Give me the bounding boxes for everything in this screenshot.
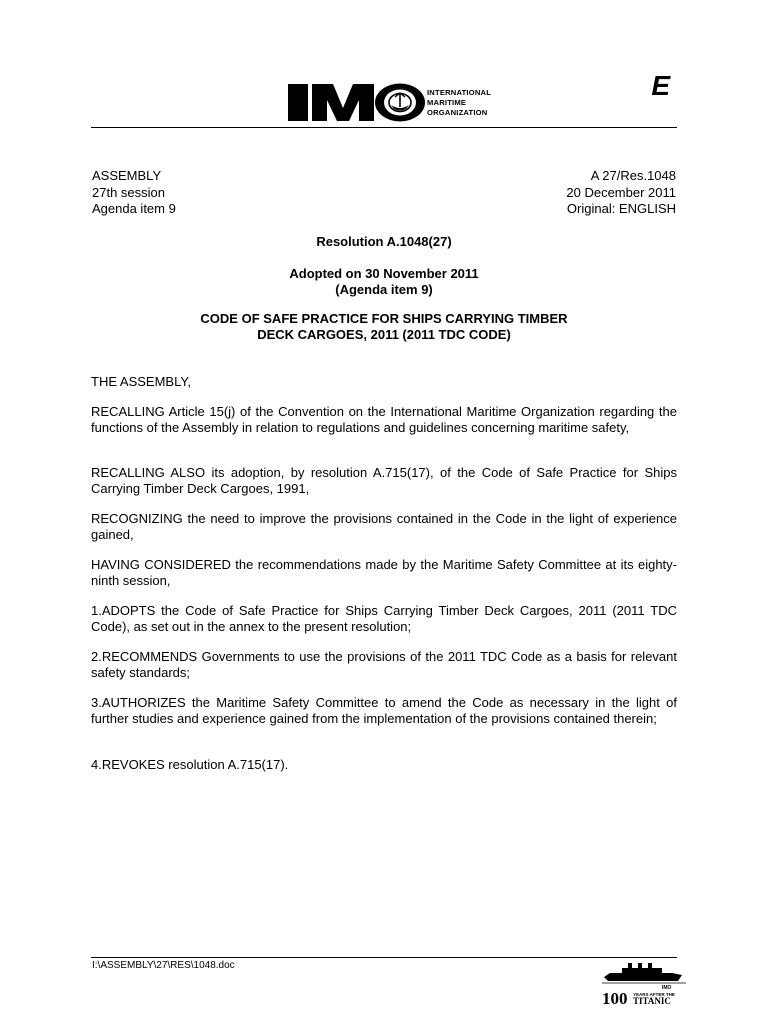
file-path: I:\ASSEMBLY\27\RES\1048.doc [92, 960, 235, 971]
preamble-paragraph: RECALLING Article 15(j) of the Convention on the International Maritime Organization regarding the functions of the Assembly in relation to regulations and guidelines concerning maritime safety, [91, 404, 677, 435]
badge-word: TITANIC [633, 996, 671, 1006]
org-name-line-1: INTERNATIONAL [427, 88, 492, 97]
operative-paragraph [91, 695, 677, 726]
header-rule [91, 127, 677, 128]
code-title-line-1: CODE OF SAFE PRACTICE FOR SHIPS CARRYING TIMBER [200, 311, 568, 326]
titanic-anniversary-badge [602, 960, 686, 1006]
code-title-line-2: DECK CARGOES, 2011 (2011 TDC CODE) [257, 327, 511, 342]
paragraph-number: 3. [91, 695, 102, 710]
paragraph-text: RECOMMENDS Governments to use the provisions of the 2011 TDC Code as a basis for relevant safety standards; [91, 649, 677, 680]
meta-right [566, 168, 676, 218]
paragraph-number: 2. [91, 649, 102, 664]
org-name-line-2: MARITIME [427, 98, 467, 107]
operative-paragraph [91, 757, 677, 773]
meta-left [92, 168, 176, 218]
paragraph-number: 4. [91, 757, 102, 772]
paragraph-text: REVOKES resolution A.715(17). [101, 757, 289, 772]
body-name: ASSEMBLY [92, 168, 162, 183]
preamble-paragraph: THE ASSEMBLY, [91, 374, 191, 389]
document-date: 20 December 2011 [566, 184, 676, 200]
session: 27th session [92, 184, 165, 200]
document-symbol: A 27/Res.1048 [590, 168, 676, 183]
operative-paragraph [91, 649, 677, 680]
imo-logo [287, 80, 527, 124]
preamble-paragraph: HAVING CONSIDERED the recommendations made by the Maritime Safety Committee at its eighty-ninth session, [91, 557, 677, 588]
imo-logo-mark [287, 80, 427, 124]
agenda-line: (Agenda item 9) [335, 282, 433, 297]
footer-rule [91, 957, 677, 958]
badge-tagline: YEARS AFTER THE [633, 992, 675, 997]
agenda-item: Agenda item 9 [92, 201, 176, 216]
badge-imo: IMO [662, 985, 672, 991]
adopted-line: Adopted on 30 November 2011 [289, 266, 479, 281]
badge-number: 100 [602, 989, 628, 1006]
operative-paragraph [91, 603, 677, 634]
preamble-paragraph: RECOGNIZING the need to improve the provisions contained in the Code in the light of experience gained, [91, 511, 677, 542]
paragraph-number: 1. [91, 603, 102, 618]
org-name-line-3: ORGANIZATION [427, 108, 488, 117]
paragraph-text: ADOPTS the Code of Safe Practice for Ships Carrying Timber Deck Cargoes, 2011 (2011 TDC Code), as set out in the annex to the present resolution; [91, 603, 677, 634]
preamble-paragraph: RECALLING ALSO its adoption, by resolution A.715(17), of the Code of Safe Practice for Ships Carrying Timber Deck Cargoes, 1991, [91, 465, 677, 496]
language-mark: E [651, 70, 670, 101]
resolution-title: Resolution A.1048(27) [316, 234, 452, 249]
original-language: Original: ENGLISH [566, 201, 676, 216]
paragraph-text: AUTHORIZES the Maritime Safety Committee to amend the Code as necessary in the light of further studies and experience gained from the implementation of the provisions contained therein; [91, 695, 677, 726]
ship-icon [602, 960, 686, 1006]
